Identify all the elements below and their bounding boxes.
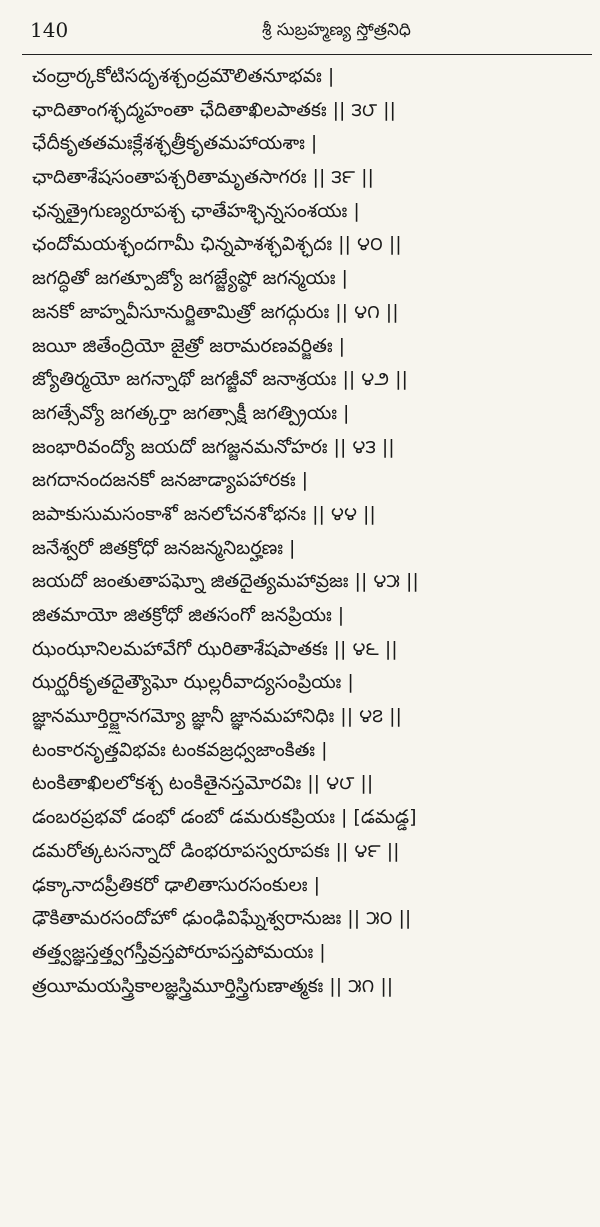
page-number: 140 xyxy=(30,18,69,42)
verse-line: ఛేదీకృతతమఃక్లేశశ్ఛత్రీకృతమహాయశాః | xyxy=(32,132,318,155)
verse-line: జ్యోతిర్మయో జగన్నాథో జగజ్జీవో జనాశ్రయః || ౪౨ || xyxy=(32,368,408,391)
running-title: శ్రీ సుబ్రహ్మణ్య స్తోత్రనిధి xyxy=(262,20,411,40)
page-header xyxy=(22,14,592,46)
verse-line: ఝర్ఝరీకృతదైత్యౌఘో ఝల్లరీవాద్యసంప్రియః | xyxy=(32,671,354,694)
verse-line: చంద్రార్కకోటిసదృశశ్చంద్రమౌలితనూభవః | xyxy=(32,65,335,87)
verse-list xyxy=(32,60,580,1003)
verse-line: జగద్ధితో జగత్పూజ్యో జగజ్జ్యేష్ఠో జగన్మయః | xyxy=(32,267,348,290)
verse-line: జంభారివంద్యో జయదో జగజ్జనమనోహరః || ౪౩ || xyxy=(32,435,395,458)
verse-line: ఛన్నత్రైగుణ్యరూపశ్చ ఛాతేహశ్ఛిన్నసంశయః | xyxy=(32,199,360,222)
verse-line: ఢౌకితామరసందోహో ఢుంఢివిఘ్నేశ్వరానుజః || ౫౦ || xyxy=(32,907,412,930)
verse-line: ఢక్కానాదప్రీతికరో ఢాలితాసురసంకులః | xyxy=(32,873,320,896)
verse-line: జ్ఞానమూర్తిర్జ్ఞానగమ్యో జ్ఞానీ జ్ఞానమహానిధిః || ౪౭ || xyxy=(32,705,402,728)
verse-line: ఝంఝానిలమహావేగో ఝరితాశేషపాతకః || ౪౬ || xyxy=(32,637,398,660)
verse-line: తత్త్వజ్ఞస్తత్త్వగస్తీవ్రస్తపోరూపస్తపోమయః | xyxy=(32,940,326,963)
verse-line: జయదో జంతుతాపఘ్నో జితదైత్యమహావ్రజః || ౪౫ || xyxy=(32,570,419,593)
verse-line: ఛందోమయశ్ఛందగామీ ఛిన్నపాశశ్ఛవిశ్ఛదః || ౪౦ || xyxy=(32,233,402,256)
verse-line: జగత్సేవ్యో జగత్కర్తా జగత్సాక్షీ జగత్ప్రియః | xyxy=(32,401,350,424)
verse-line: జపాకుసుమసంకాశో జనలోచనశోభనః || ౪౪ || xyxy=(32,502,376,525)
verse-line: టంకారనృత్తవిభవః టంకవజ్రధ్వజాంకితః | xyxy=(32,738,328,761)
verse-line: జితమాయో జితక్రోధో జితసంగో జనప్రియః | xyxy=(32,604,345,626)
verse-line: త్రయీమయస్త్రికాలజ్ఞస్త్రిమూర్తిస్త్రిగుణాత్మకః || ౫౧ || xyxy=(32,974,394,997)
verse-line: డమరోత్కటసన్నాదో డింభరూపస్వరూపకః || ౪౯ || xyxy=(32,839,400,862)
verse-line: జనేశ్వరో జితక్రోధో జనజన్మనిబర్హణః | xyxy=(32,536,296,559)
verse-line: డంబరప్రభవో డంభో డంబో డమరుకప్రియః | [డమడ్డ] xyxy=(32,806,417,829)
verse-line: ఛాదితాంగశ్ఛద్మహంతా ఛేదితాఖిలపాతకః || ౩౮ || xyxy=(32,98,396,121)
verse-line: ఛాదితాశేషసంతాపశ్చరితామృతసాగరః || ౩౯ || xyxy=(32,166,374,189)
verse-line: జగదానందజనకో జనజాడ్యాపహారకః | xyxy=(32,469,309,492)
verse-line: జయీ జితేంద్రియో జైత్రో జరామరణవర్జితః | xyxy=(32,334,346,357)
verse-line: టంకితాఖిలలోకశ్చ టంకితైనస్తమోరవిః || ౪౮ || xyxy=(32,772,374,795)
header-rule xyxy=(22,54,592,55)
verse-line: జనకో జాహ్నవీసూనుర్జితామిత్రో జగద్గురుః || ౪౧ || xyxy=(32,300,399,323)
